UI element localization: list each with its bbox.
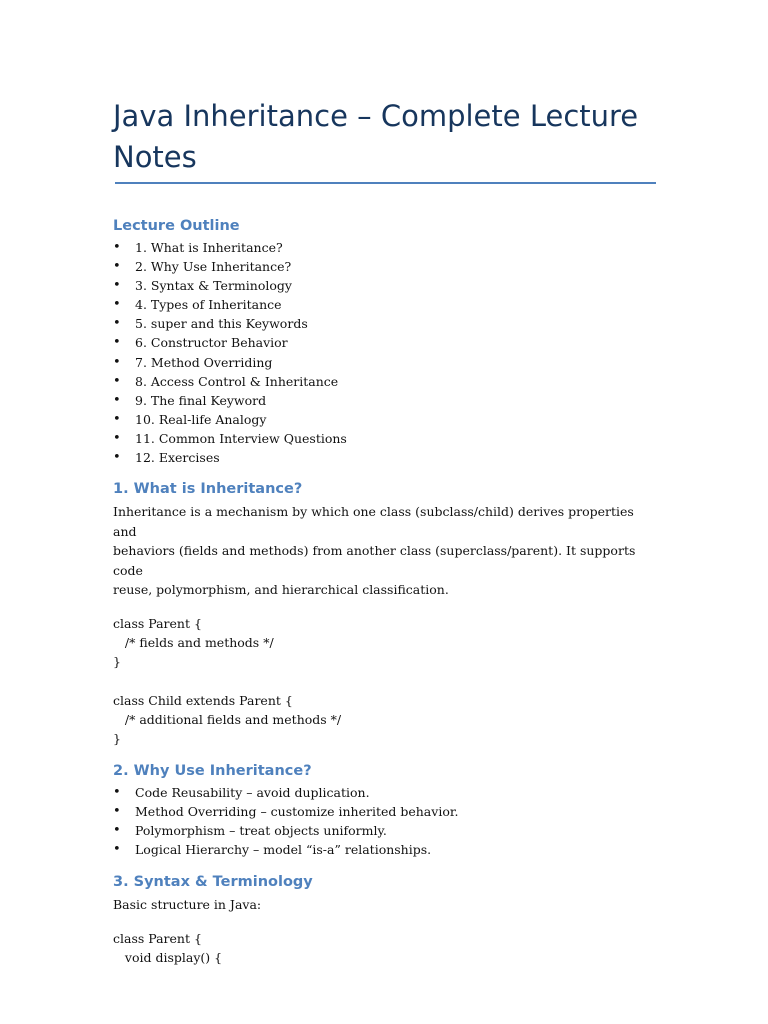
reasons-list — [113, 783, 658, 859]
list-item: • 9. The final Keyword — [113, 391, 658, 410]
list-item: • 7. Method Overriding — [113, 353, 658, 372]
section-heading-what-is-inheritance: 1. What is Inheritance? — [113, 481, 303, 498]
bullet-icon: • — [113, 354, 121, 370]
code-line: /* fields and methods */ — [113, 634, 274, 650]
section-paragraph: Basic structure in Java: — [113, 897, 262, 913]
code-block — [113, 929, 658, 968]
list-item: • 4. Types of Inheritance — [113, 295, 658, 314]
code-line: class Child extends Parent { — [113, 692, 293, 708]
bullet-icon: • — [113, 392, 121, 408]
bullet-icon: • — [113, 278, 121, 294]
list-item: • 3. Syntax & Terminology — [113, 276, 658, 295]
list-item: • Code Reusability – avoid duplication. — [113, 783, 658, 802]
list-item: • 11. Common Interview Questions — [113, 429, 658, 448]
bullet-icon: • — [113, 450, 121, 466]
code-line: void display() { — [113, 949, 223, 965]
code-line: /* additional fields and methods */ — [113, 712, 342, 728]
list-item: • Method Overriding – customize inherited behavior. — [113, 802, 658, 821]
list-item: • 10. Real-life Analogy — [113, 410, 658, 429]
bullet-icon: • — [113, 240, 121, 255]
outline-heading: Lecture Outline — [113, 218, 240, 234]
code-line: class Parent { — [113, 930, 202, 946]
bullet-icon: • — [113, 316, 121, 332]
section-paragraph: Inheritance is a mechanism by which one class (subclass/child) derives properties and behaviors (fields and methods) from another class (superclass/parent). It supports code reuse, polymorphism, and hierarchical classification. — [113, 504, 636, 598]
bullet-icon: • — [113, 803, 121, 819]
list-item: • Logical Hierarchy – model “is-a” relationships. — [113, 840, 658, 859]
list-item: • 1. What is Inheritance? — [113, 238, 658, 257]
list-item: • 8. Access Control & Inheritance — [113, 372, 658, 391]
document-title: Java Inheritance – Complete Lecture Notes — [113, 99, 639, 174]
bullet-icon: • — [113, 411, 121, 427]
code-line: class Parent { — [113, 615, 202, 631]
bullet-icon: • — [113, 822, 121, 838]
list-item: • 5. super and this Keywords — [113, 314, 658, 333]
bullet-icon: • — [113, 430, 121, 446]
bullet-icon: • — [113, 841, 121, 857]
bullet-icon: • — [113, 335, 121, 351]
list-item: • 6. Constructor Behavior — [113, 333, 658, 352]
list-item: • 2. Why Use Inheritance? — [113, 257, 658, 276]
title-divider — [115, 182, 656, 184]
bullet-icon: • — [113, 259, 121, 275]
outline-list — [113, 238, 658, 467]
bullet-icon: • — [113, 373, 121, 389]
code-line — [113, 672, 658, 691]
document-page — [113, 0, 658, 967]
section-heading-why-use-inheritance: 2. Why Use Inheritance? — [113, 762, 312, 779]
list-item: • Polymorphism – treat objects uniformly. — [113, 821, 658, 840]
code-line: } — [113, 731, 121, 747]
code-line: } — [113, 654, 121, 670]
code-block — [113, 614, 658, 749]
bullet-icon: • — [113, 784, 121, 800]
bullet-icon: • — [113, 297, 121, 313]
list-item: • 12. Exercises — [113, 448, 658, 467]
section-heading-syntax-terminology: 3. Syntax & Terminology — [113, 874, 313, 891]
